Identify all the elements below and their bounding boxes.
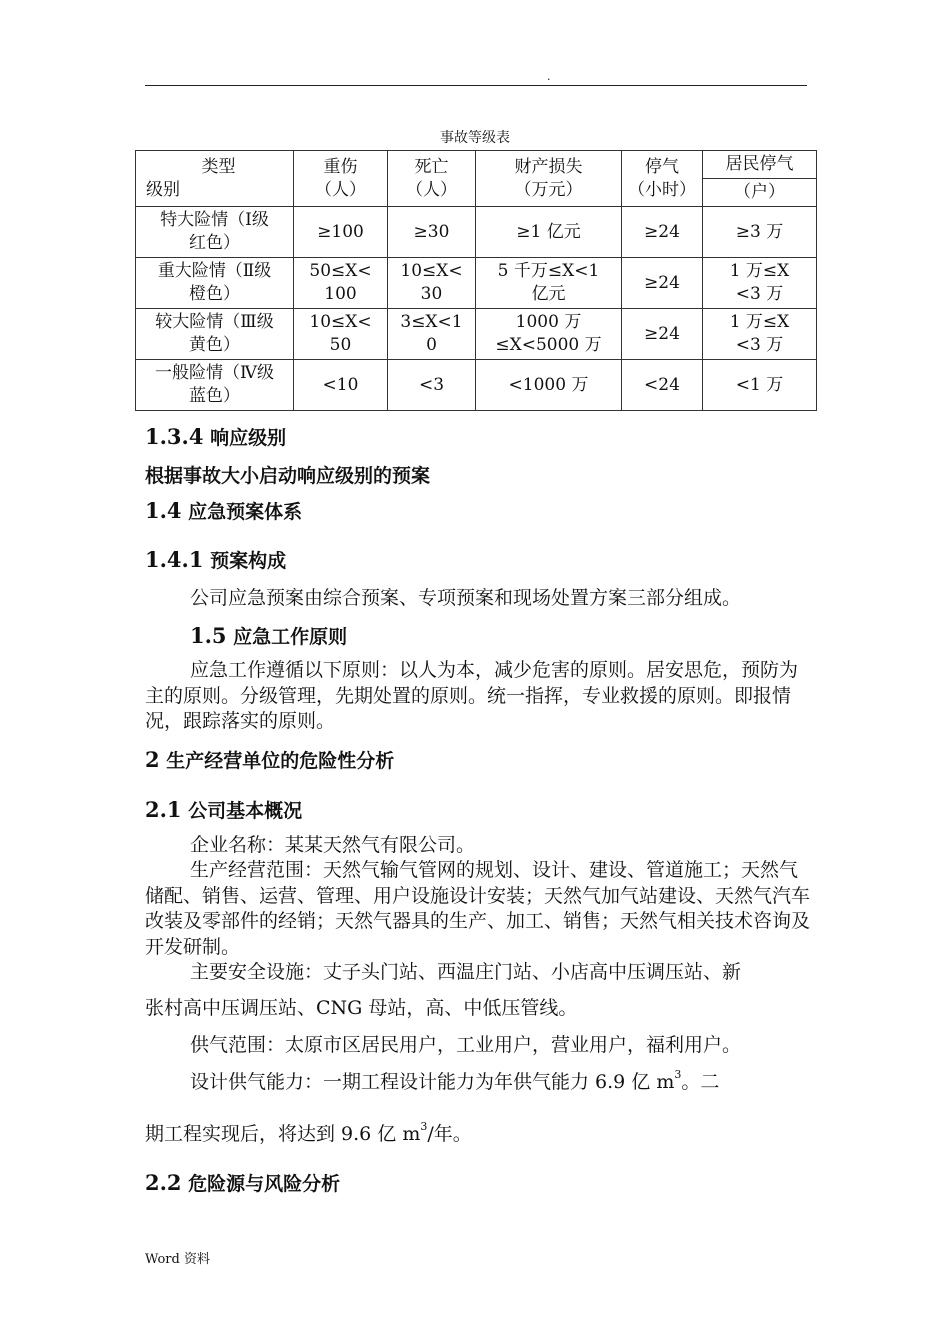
paragraph-plan-composition: 公司应急预案由综合预案、专项预案和现场处置方案三部分组成。 (190, 587, 742, 609)
paragraph-safety-line-2: 张村高中压调压站、CNG 母站，高、中低压管线。 (145, 997, 578, 1019)
outage-cell: ≥24 (622, 258, 703, 309)
table-row (136, 309, 817, 360)
heading-1-3-4: 1.3.4 响应级别 (145, 424, 287, 449)
level-cell: 重大险情（Ⅱ级 橙色） (136, 258, 294, 309)
paragraph-supply-range: 供气范围：太原市区居民用户，工业用户，营业用户，福利用户。 (190, 1034, 742, 1056)
level-cell: 较大险情（Ⅲ级 黄色） (136, 309, 294, 360)
death-cell: ≥30 (388, 207, 476, 258)
heading-2: 2 生产经营单位的危险性分析 (145, 747, 395, 772)
heading-response-plan: 根据事故大小启动响应级别的预案 (145, 465, 431, 487)
injury-cell: 10≤X< 50 (294, 309, 388, 360)
resident-cell: 1 万≤X <3 万 (703, 309, 817, 360)
header-outage: 停气 （小时） (622, 151, 703, 207)
outage-cell: <24 (622, 360, 703, 411)
paragraph-principles: 应急工作遵循以下原则：以人为本，减少危害的原则。居安思危，预防为主的原则。分级管理，先期处置的原则。统一指挥，专业救援的原则。即报情况，跟踪落实的原则。 (145, 659, 799, 732)
heading-1-5: 1.5 应急工作原则 (190, 623, 348, 648)
paragraph-capacity-line-2: 期工程实现后，将达到 9.6 亿 $m^3/$年。 (145, 1120, 472, 1145)
header-loss: 财产损失 （万元） (476, 151, 622, 207)
injury-cell: 50≤X< 100 (294, 258, 388, 309)
table-header-row (136, 151, 817, 179)
header-mark: . (547, 70, 551, 83)
heading-1-4: 1.4 应急预案体系 (145, 498, 303, 523)
header-resident: 居民停气 (703, 151, 817, 179)
paragraph-company-name: 企业名称：某某天然气有限公司。 (190, 834, 476, 856)
table-row (136, 258, 817, 309)
death-cell: <3 (388, 360, 476, 411)
header-injury: 重伤 （人） (294, 151, 388, 207)
header-type-level: 类型 级别 (136, 151, 294, 207)
resident-cell: 1 万≤X <3 万 (703, 258, 817, 309)
loss-cell: 5 千万≤X<1 亿元 (476, 258, 622, 309)
resident-cell: <1 万 (703, 360, 817, 411)
loss-cell: <1000 万 (476, 360, 622, 411)
paragraph-capacity-line-1: 设计供气能力：一期工程设计能力为年供气能力 6.9 亿 $m^3$。二 (190, 1068, 720, 1093)
heading-2-1: 2.1 公司基本概况 (145, 797, 303, 822)
table-row (136, 207, 817, 258)
paragraph-business-scope: 生产经营范围：天然气输气管网的规划、设计、建设、管道施工；天然气储配、销售、运营、管理、用户设施设计安装；天然气加气站建设、天然气汽车改装及零部件的经销；天然气器具的生产、加工、销售；天然气相关技术咨询及开发研制。 (145, 859, 811, 958)
death-cell: 3≤X<1 0 (388, 309, 476, 360)
level-cell: 特大险情（Ⅰ级 红色） (136, 207, 294, 258)
injury-cell: ≥100 (294, 207, 388, 258)
footer-label: Word 资料 (145, 1252, 210, 1267)
header-rule (145, 85, 807, 86)
level-cell: 一般险情（Ⅳ级 蓝色） (136, 360, 294, 411)
heading-1-4-1: 1.4.1 预案构成 (145, 547, 287, 572)
header-death: 死亡 （人） (388, 151, 476, 207)
accident-grade-table (135, 150, 817, 411)
heading-2-2: 2.2 危险源与风险分析 (145, 1170, 341, 1195)
loss-cell: ≥1 亿元 (476, 207, 622, 258)
paragraph-safety-line-1: 主要安全设施：丈子头门站、西温庄门站、小店高中压调压站、新 (190, 961, 742, 983)
table-caption: 事故等级表 (440, 130, 510, 146)
death-cell: 10≤X< 30 (388, 258, 476, 309)
resident-cell: ≥3 万 (703, 207, 817, 258)
outage-cell: ≥24 (622, 207, 703, 258)
loss-cell: 1000 万 ≤X<5000 万 (476, 309, 622, 360)
outage-cell: ≥24 (622, 309, 703, 360)
header-resident-unit: （户） (703, 179, 817, 207)
injury-cell: <10 (294, 360, 388, 411)
table-row (136, 360, 817, 411)
